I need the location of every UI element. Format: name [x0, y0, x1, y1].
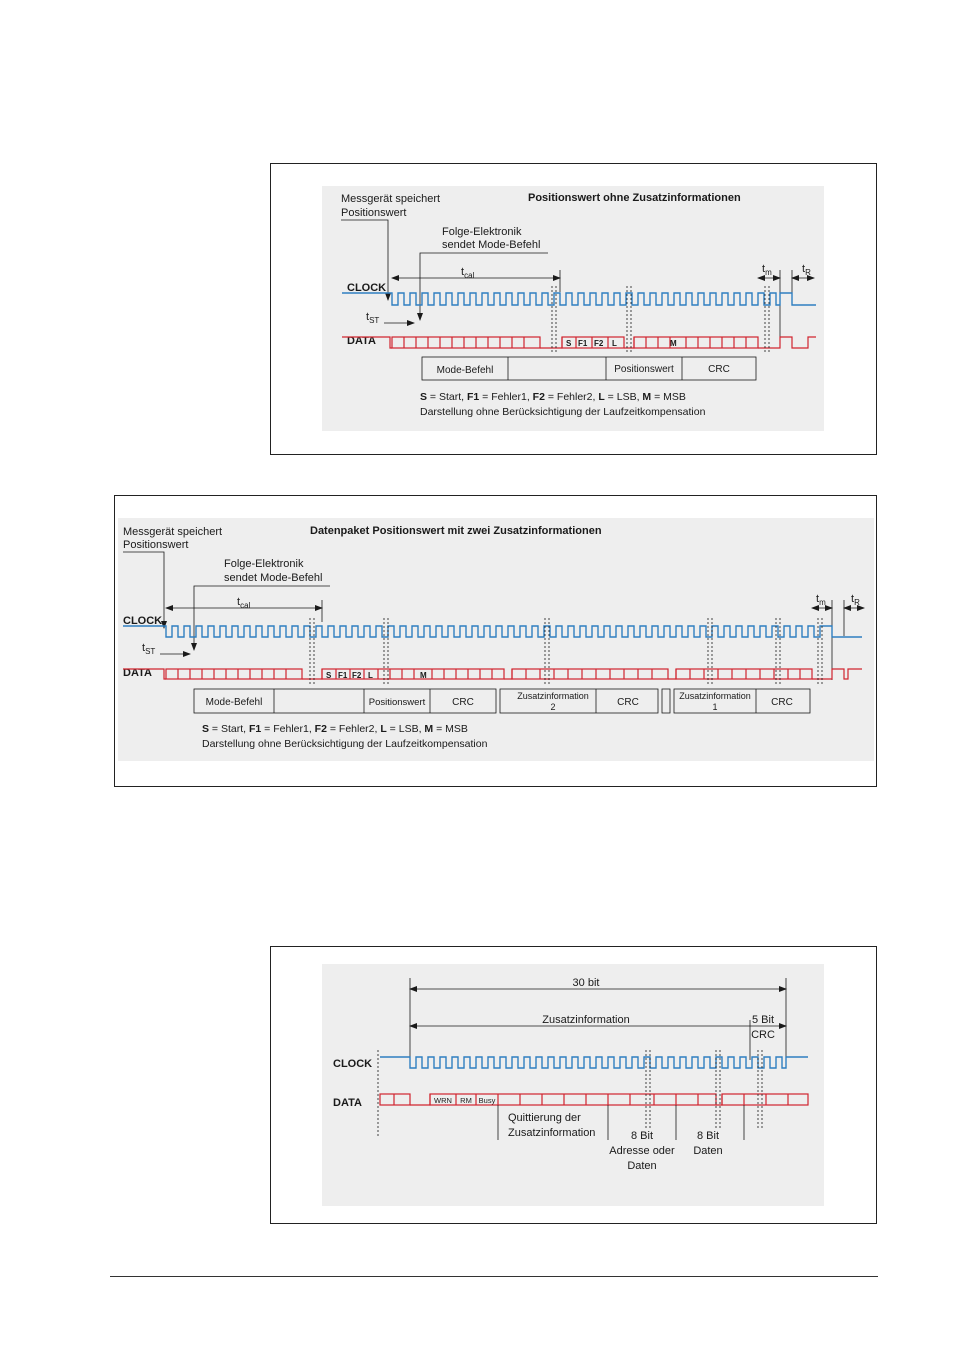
diagram3-data-label: DATA [333, 1097, 362, 1109]
diagram2-bit-l: L [368, 671, 373, 680]
diagram1-clock-label: CLOCK [347, 282, 387, 294]
diagram1-bit-m: M [670, 339, 677, 348]
diagram2-frame-z2-num: 2 [550, 702, 556, 712]
diagram2-frame-z2: Zusatzinformation [517, 691, 589, 701]
diagram1-bit-l: L [612, 339, 617, 348]
diagram2-clock-label: CLOCK [123, 615, 163, 627]
diagram1-frame-crc: CRC [708, 364, 730, 375]
diagram1-frame-mode: Mode-Befehl [436, 365, 494, 376]
diagram1-tr-label: $t_R$ [802, 263, 811, 277]
diagram3-crc-label-2: CRC [751, 1029, 775, 1041]
diagram2-mode-label-2: sendet Mode-Befehl [224, 572, 323, 584]
diagram3-addr-label: 8 Bit [630, 1130, 654, 1142]
diagram2-frame-crc3: CRC [771, 697, 793, 708]
diagram2-title: Datenpaket Positionswert mit zwei Zusatzinformationen [310, 525, 602, 537]
diagram1-store-label: Messgerät speichert [341, 193, 441, 205]
diagram3-flag-wrn: WRN [434, 1096, 452, 1105]
diagram2-bit-f1: F1 [338, 671, 348, 680]
diagram2-frame-crc: CRC [452, 697, 474, 708]
diagram2-bit-s: S [326, 671, 332, 680]
diagram3-total-label: 30 bit [572, 977, 600, 989]
diagram2-store-label-2: Positionswert [123, 539, 189, 551]
diagram2-store-label: Messgerät speichert [123, 526, 223, 538]
footer-rule [110, 1276, 878, 1277]
diagram3-zusatz-label: Zusatzinformation [542, 1014, 630, 1026]
diagram1-store-label-2: Positionswert [341, 207, 407, 219]
diagram2-tr-label: $t_R$ [851, 593, 860, 607]
diagram2-frame-pos: Positionswert [368, 697, 426, 708]
diagram3-addr-label-2: Adresse oder [609, 1145, 675, 1157]
diagram1-title: Positionswert ohne Zusatzinformationen [528, 192, 741, 204]
diagram2-tcal-label: $t_{cal}$ [237, 596, 251, 610]
diagram2-note: Darstellung ohne Berücksichtigung der Laufzeitkompensation [202, 738, 488, 750]
diagram2-tst-label: $t_{ST}$ [142, 642, 156, 656]
diagram1-mode-label: Folge-Elektronik [442, 226, 522, 238]
diagram2-tm-label: $t_m$ [816, 593, 826, 607]
diagram1-legend: S = Start, F1 = Fehler1, F2 = Fehler2, L = LSB, M = MSB [420, 391, 686, 403]
diagram1-frame-pos: Positionswert [614, 364, 674, 375]
diagram2-frame-z1-num: 1 [712, 702, 718, 712]
diagram2-legend: S = Start, F1 = Fehler1, F2 = Fehler2, L = LSB, M = MSB [202, 723, 468, 735]
diagram3-data-bits-label: 8 Bit [696, 1130, 720, 1142]
diagram3-crc-label: 5 Bit [751, 1014, 775, 1026]
diagram2-mode-label: Folge-Elektronik [224, 558, 304, 570]
diagram3-clock-label: CLOCK [333, 1058, 373, 1070]
diagram3-addr-label-3: Daten [627, 1160, 657, 1172]
diagram1-tcal-label: $t_{cal}$ [461, 266, 475, 280]
diagram2-frame-crc2: CRC [617, 697, 639, 708]
diagram1-mode-label-2: sendet Mode-Befehl [442, 239, 541, 251]
diagram1-bit-f1: F1 [578, 339, 588, 348]
diagram1-note: Darstellung ohne Berücksichtigung der Laufzeitkompensation [420, 406, 706, 418]
diagram1-data-label: DATA [347, 335, 376, 347]
diagram2-frame-z1: Zusatzinformation [679, 691, 751, 701]
diagram3-data-bits-label-2: Daten [693, 1145, 723, 1157]
diagram3-quit-label-2: Zusatzinformation [508, 1127, 596, 1139]
diagram3-quit-label: Quittierung der [508, 1112, 581, 1124]
diagram2-data-label: DATA [123, 667, 152, 679]
diagram1-bit-s: S [566, 339, 572, 348]
diagram3-flag-busy: Busy [478, 1096, 496, 1105]
diagram3-flag-rm: RM [460, 1096, 472, 1105]
diagram1-bit-f2: F2 [594, 339, 604, 348]
diagram2-frame-mode: Mode-Befehl [205, 697, 263, 708]
diagram1-tm-label: $t_m$ [762, 263, 772, 277]
diagram2-bit-f2: F2 [352, 671, 362, 680]
diagram3-clock-signal [380, 1057, 808, 1068]
diagram1-tst-label: $t_{ST}$ [366, 311, 380, 325]
diagram2-bit-m: M [420, 671, 427, 680]
